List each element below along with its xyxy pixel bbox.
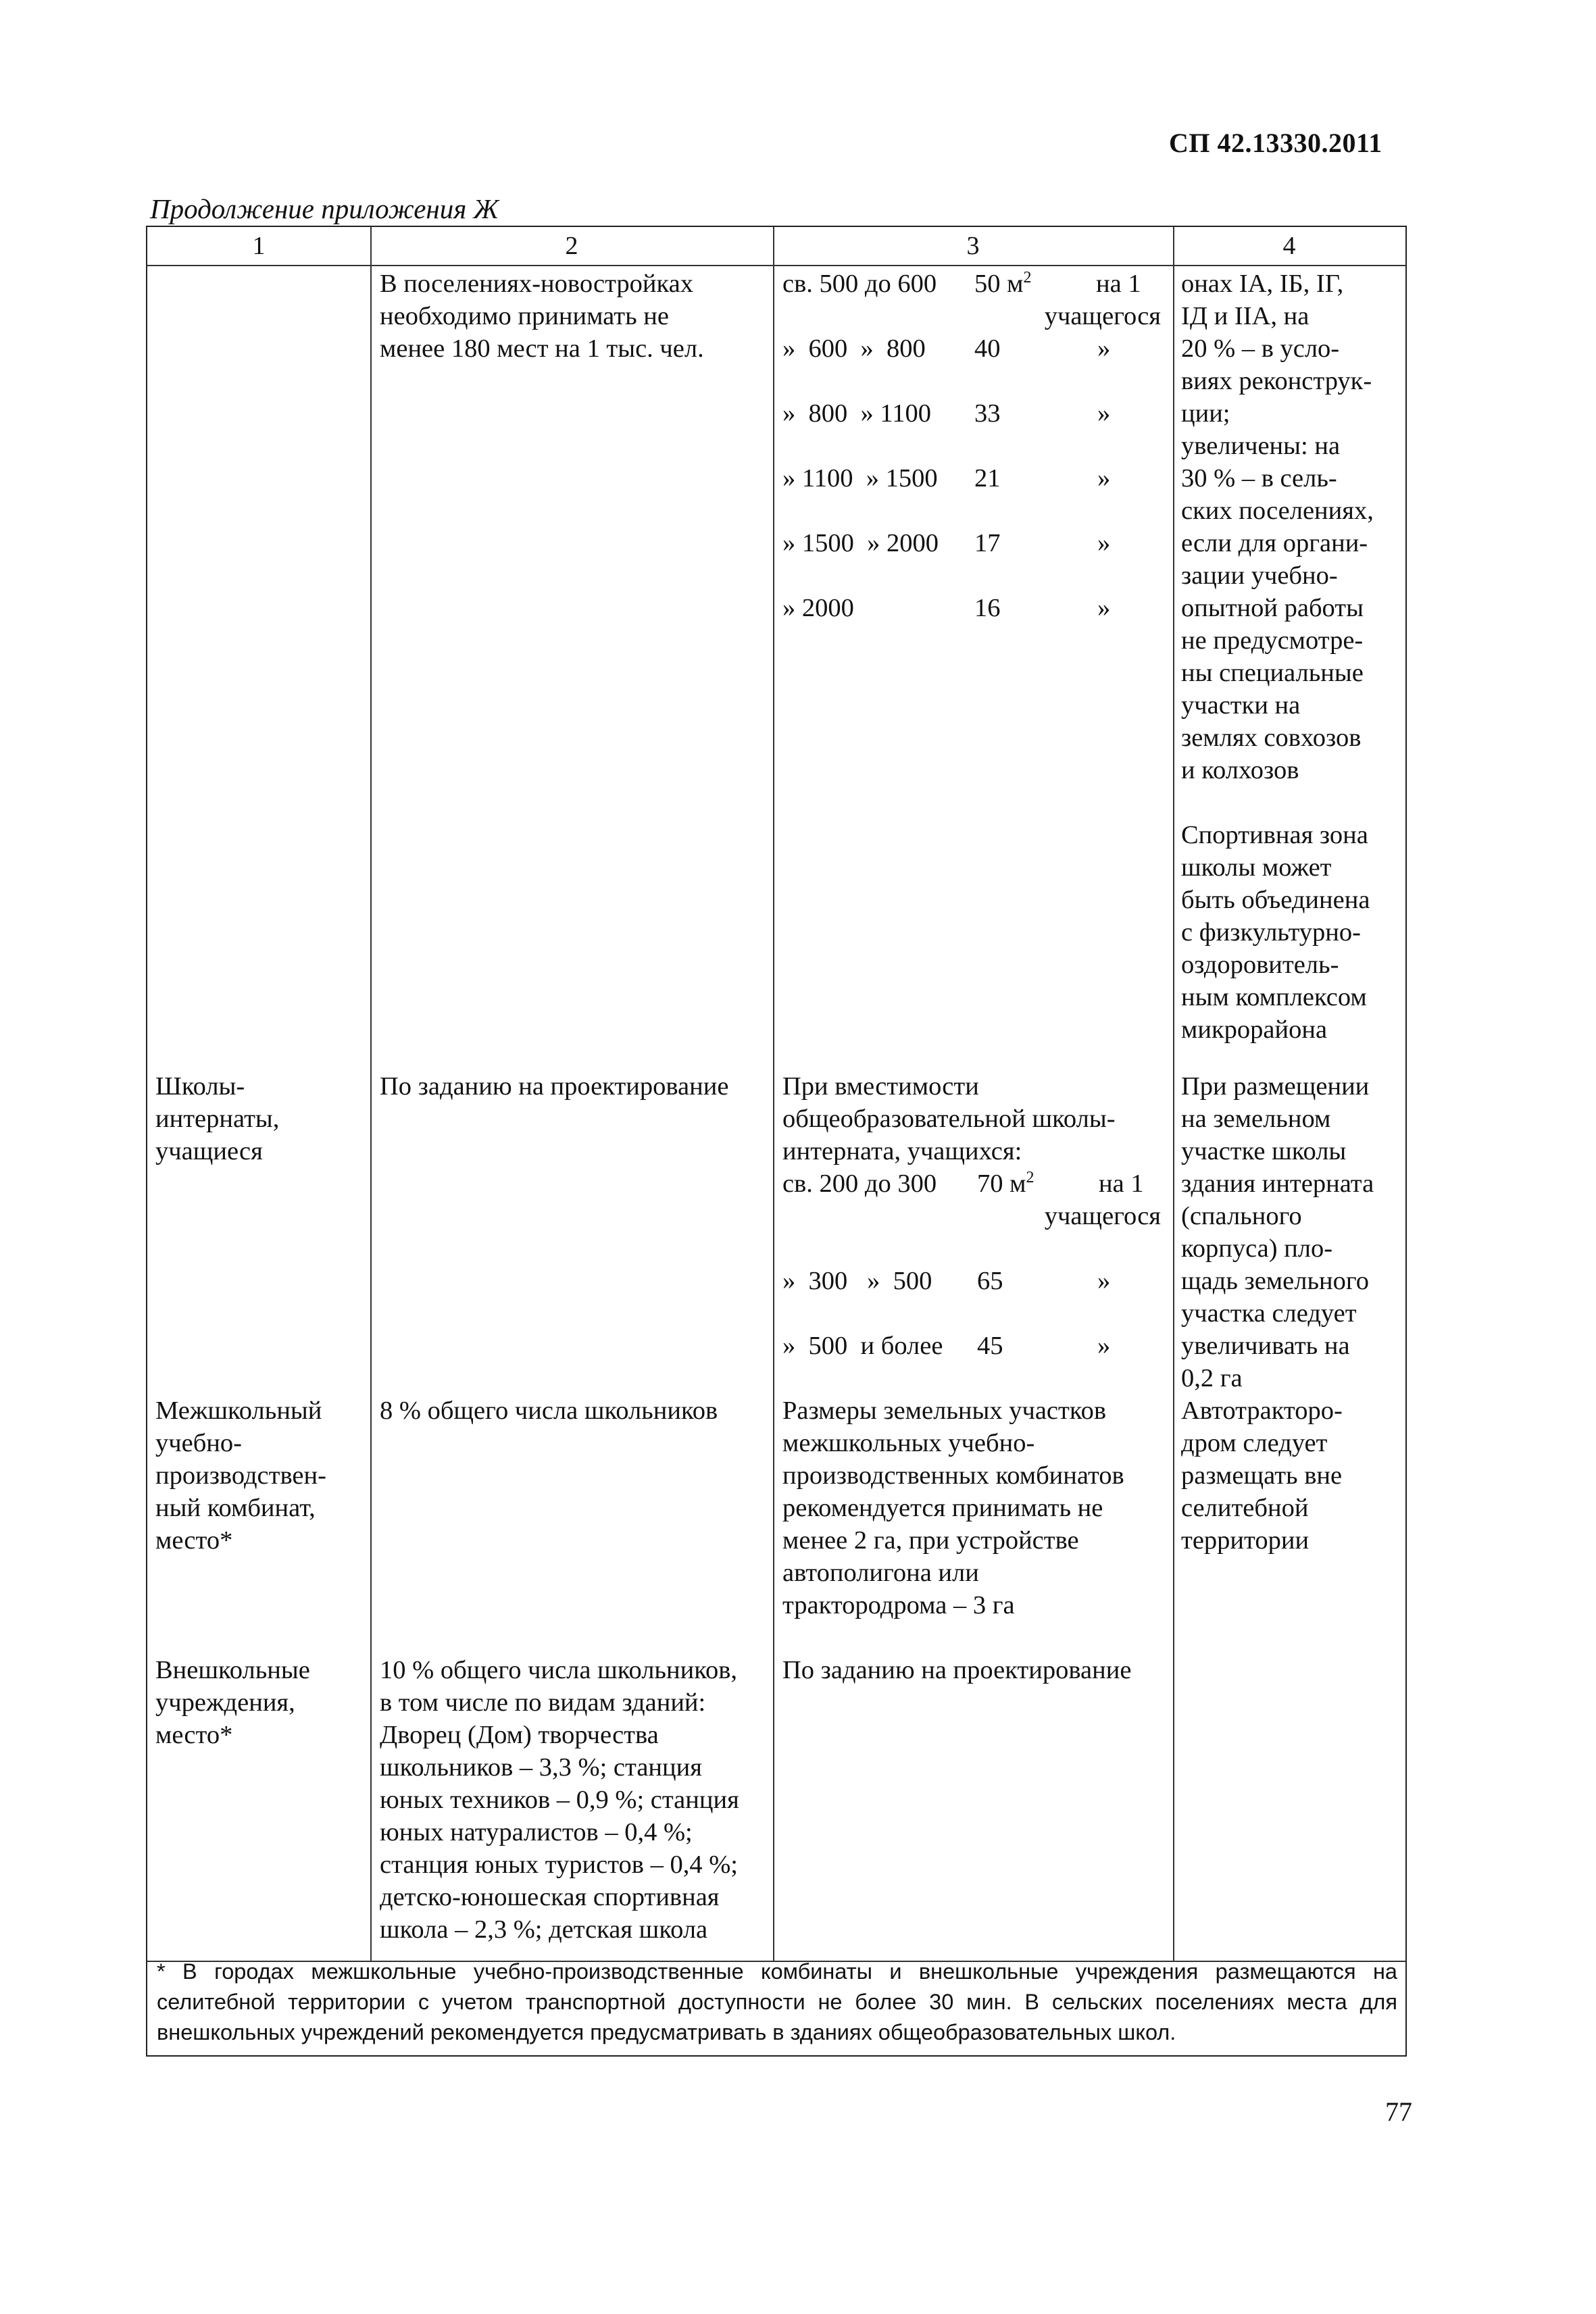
block4-col1-name: Внешкольные учреждения, место* [155, 1656, 310, 1749]
page-number: 77 [1385, 2096, 1412, 2127]
block4-col3-text: По заданию на проектирование [782, 1656, 1132, 1684]
header-col-4: 4 [1282, 232, 1296, 260]
norms-table: 1 2 3 4 В поселениях-новостройках необходимо принимать не менее 180 мест на 1 тыс. чел. св. 500 до 600 50 $м^2$ на 1 учащегося » 600 » 800 40 » » 800 » 1100 33 » » 1100 » 1500 21 » » 1500 » 2000 17 » » 2000 16 » онах IА, IБ, IГ, IД и IIА, на 20 % – в усло- виях реконструк- ции; увеличены: на 30 % – в сель- ских поселениях, если для органи- зации учебно- опытной работы не предусмотре- ны специальные участки на землях совхозов и колхозов Спортивная зона школы может быть объединена с физкультурно- оздоровитель- ным комплексом микрорайона Школы- интернаты, учащиеся По заданию на проектирование При вместимости общеобразовательной школы- интерната, учащихся: св. 200 до 300 70 $м^2$ на 1 учащегося » 300 » 500 65 » » 500 и более 45 » При размещении на земельном участке школы здания интерната (спального корпуса) пло- щадь земельного участка следует увеличивать на 0,2 га Межшкольный учебно- производствен- ный комбинат, место* 8 % общего числа школьников Размеры земельных участков межшкольных учебно- производственных комбинатов рекомендуется принимать не менее 2 га, при устройстве автополигона или трактородрома – 3 га Автотракторо- дром следует размещать вне селитебной территории Внешкольные учреждения, место* 10 % общего числа школьников, в том числе по видам зданий: Дворец (Дом) творчества школьников – 3,3 %; станция юных техников – 0,9 %; станция юных натуралистов – 0,4 %; станция юных туристов – 0,4 %; детско-юношеская спортивная школа – 2,3 %; детская школа По заданию на проектирование * В городах межшкольные учебно-производственные комбинаты и внешкольные учреждения размещаются на селитебной территории с учетом транспортной доступности не более 30 мин. В сельских поселениях места для внешкольных учреждений рекомендуется предусматривать в зданиях общеобразовательных школ. [146, 226, 1407, 2057]
column-divider [370, 227, 372, 1961]
continuation-title: Продолжение приложения Ж [150, 193, 499, 224]
header-col-1: 1 [252, 232, 266, 260]
document-code: СП 42.13330.2011 [1169, 128, 1382, 158]
header-divider [147, 265, 1405, 266]
block3-col1-name: Межшкольный учебно- производствен- ный комбинат, место* [155, 1397, 326, 1555]
block3-col4-notes: Автотракторо- дром следует размещать вне селитебной территории [1181, 1397, 1343, 1555]
block1-col2-text: В поселениях-новостройках необходимо принимать не менее 180 мест на 1 тыс. чел. [380, 270, 704, 363]
block3-col3-text: Размеры земельных участков межшкольных учебно- производственных комбинатов рекомендуется принимать не менее 2 га, при устройстве автополигона или трактородрома – 3 га [782, 1397, 1124, 1619]
block2-col2-text: По заданию на проектирование [380, 1072, 729, 1101]
block2-col3-intro: При вместимости общеобразовательной школы- интерната, учащихся: [782, 1072, 1116, 1165]
block2-col1-name: Школы- интернаты, учащиеся [155, 1072, 280, 1165]
block2-col4-notes: При размещении на земельном участке школы здания интерната (спального корпуса) пло- щадь земельного участка следует увеличивать на 0,2 га [1181, 1072, 1374, 1392]
column-divider [1173, 227, 1174, 1961]
header-col-3: 3 [966, 232, 980, 260]
table-footnote: * В городах межшкольные учебно-производственные комбинаты и внешкольные учреждения размещаются на селитебной территории с учетом транспортной доступности не более 30 мин. В сельских поселениях места для внешкольных учреждений рекомендуется предусматривать в зданиях общеобразовательных школ. [157, 1959, 1397, 2044]
block1-col4-notes: онах IА, IБ, IГ, IД и IIА, на 20 % – в усло- виях реконструк- ции; увеличены: на 30 % – в сель- ских поселениях, если для органи- зации учебно- опытной работы не предусмотре- ны специальные участки на землях совхозов и колхозов Спортивная зона школы может быть объединена с физкультурно- оздоровитель- ным комплексом микрорайона [1181, 270, 1374, 1044]
header-col-2: 2 [565, 232, 578, 260]
block4-col2-text: 10 % общего числа школьников, в том числе по видам зданий: Дворец (Дом) творчества школьников – 3,3 %; станция юных техников – 0,9 %; станция юных натуралистов – 0,4 %; станция юных туристов – 0,4 %; детско-юношеская спортивная школа – 2,3 %; детская школа [380, 1656, 739, 1944]
block3-col2-text: 8 % общего числа школьников [380, 1397, 718, 1425]
column-divider [773, 227, 774, 1961]
